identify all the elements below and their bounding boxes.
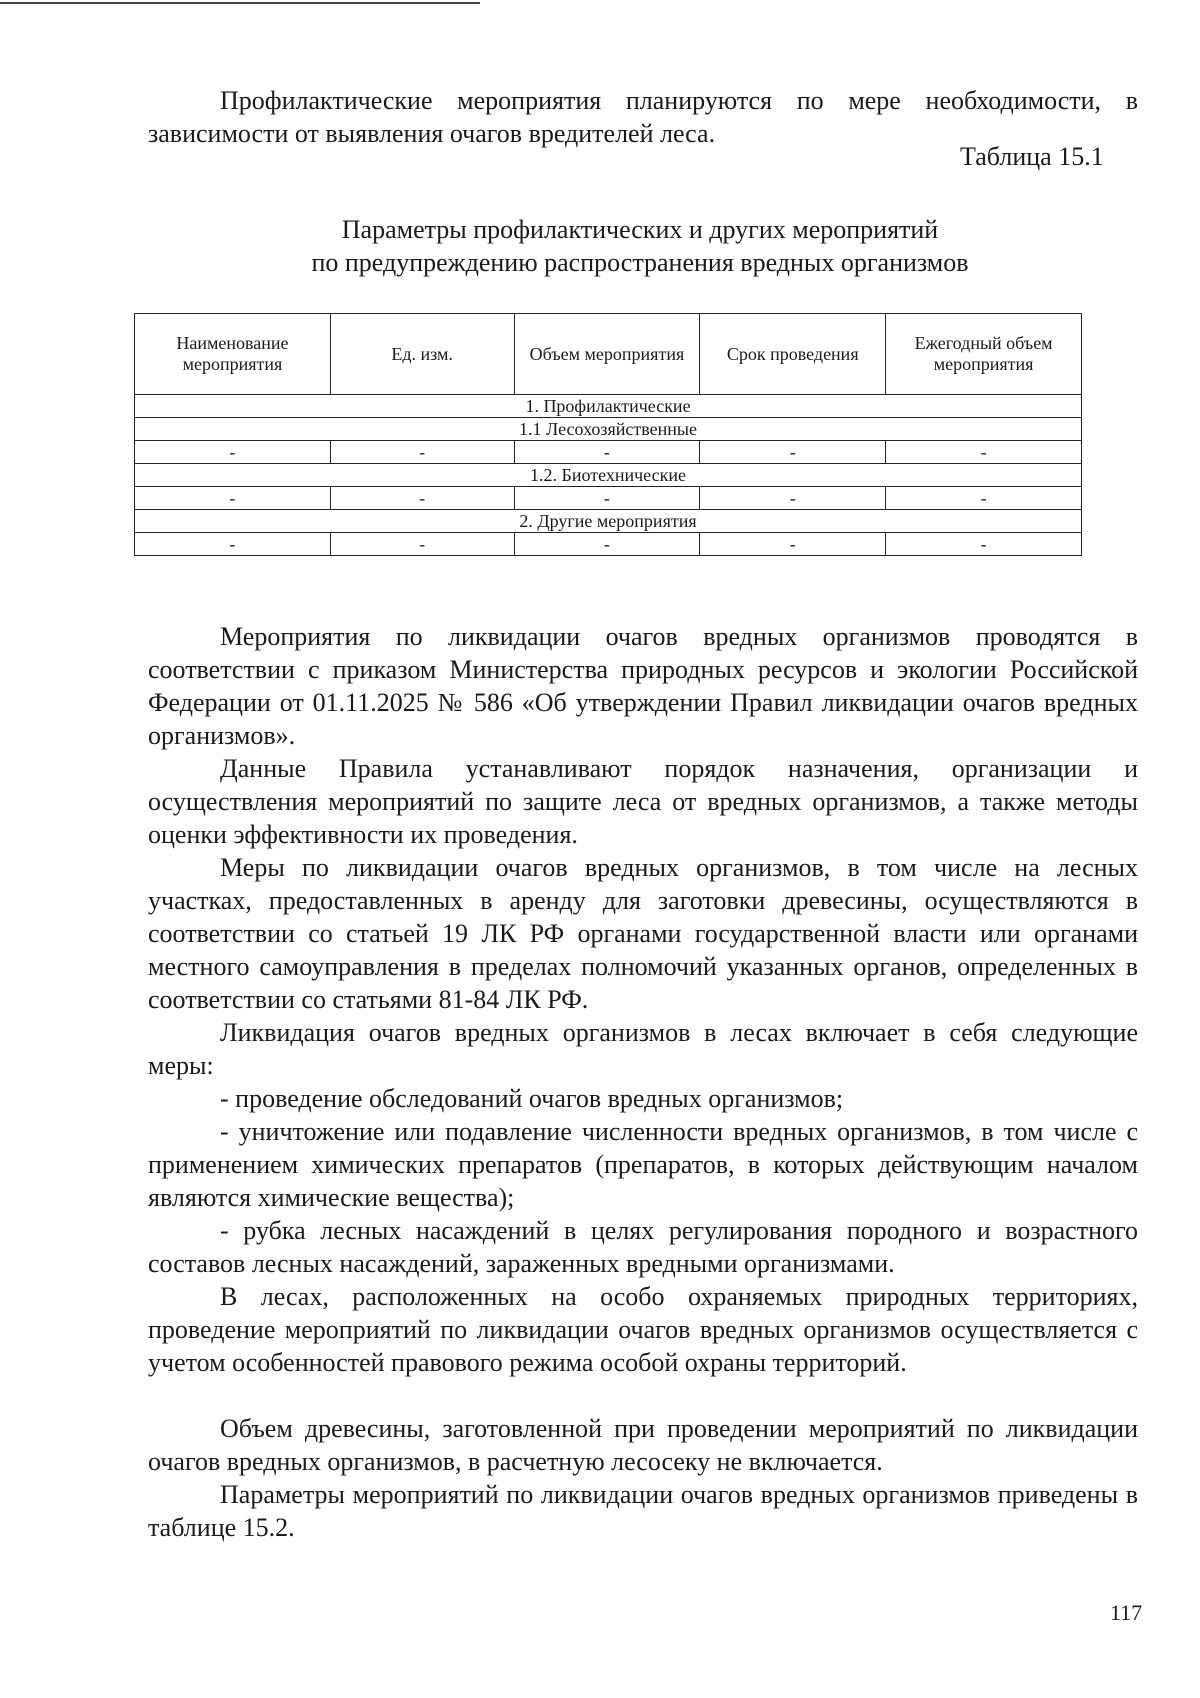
header-cell: Ежегодный объем мероприятия — [886, 314, 1082, 395]
table-cell: - — [514, 441, 700, 464]
header-cell: Ед. изм. — [330, 314, 514, 395]
body-paragraph: Ликвидация очагов вредных организмов в лесах включает в себя следующие меры: — [148, 1018, 1138, 1080]
table-cell: - — [514, 487, 700, 510]
table-cell: - — [135, 441, 331, 464]
body-paragraph: В лесах, расположенных на особо охраняемых природных территориях, проведение мероприятий по ликвидации очагов вредных организмов осуществляется с учетом особенностей правового режима особой охраны территорий. — [148, 1282, 1138, 1377]
table-cell: - — [135, 487, 331, 510]
section-cell: 1.1 Лесохозяйственные — [135, 418, 1082, 441]
list-item: - проведение обследований очагов вредных организмов; — [220, 1084, 844, 1113]
table-title-line2: по предупреждению распространения вредных организмов — [311, 248, 969, 277]
section-cell: 1. Профилактические — [135, 395, 1082, 418]
top-rule — [0, 2, 480, 4]
body-paragraph: Мероприятия по ликвидации очагов вредных организмов проводятся в соответствии с приказом Министерства природных ресурсов и экологии Российской Федерации от 01.11.2025 № 586 «Об утверждении Правил ликвидации очагов вредных организмов». — [148, 622, 1138, 750]
table-title — [200, 213, 1080, 279]
table-cell: - — [886, 533, 1082, 556]
section-row — [135, 418, 1082, 441]
table-caption: Таблица 15.1 — [960, 142, 1104, 171]
section-row — [135, 464, 1082, 487]
section-row — [135, 510, 1082, 533]
body-paragraph: Объем древесины, заготовленной при проведении мероприятий по ликвидации очагов вредных организмов, в расчетную лесосеку не включается. — [148, 1414, 1138, 1476]
page-number: 117 — [1110, 1600, 1143, 1625]
table-row — [135, 533, 1082, 556]
measures-table — [134, 313, 1082, 556]
list-item: - рубка лесных насаждений в целях регулирования породного и возрастного составов лесных насаждений, зараженных вредными организмами. — [148, 1216, 1138, 1278]
table-cell: - — [330, 441, 514, 464]
section-row — [135, 395, 1082, 418]
table-cell: - — [514, 533, 700, 556]
header-cell: Наименование мероприятия — [135, 314, 331, 395]
table-row — [135, 487, 1082, 510]
table-title-line1: Параметры профилактических и других мероприятий — [341, 215, 939, 244]
table-cell: - — [886, 441, 1082, 464]
section-cell: 2. Другие мероприятия — [135, 510, 1082, 533]
header-cell: Срок проведения — [700, 314, 886, 395]
table-cell: - — [886, 487, 1082, 510]
header-cell: Объем мероприятия — [514, 314, 700, 395]
table-cell: - — [700, 487, 886, 510]
body-paragraph: Данные Правила устанавливают порядок назначения, организации и осуществления мероприятий по защите леса от вредных организмов, а также методы оценки эффективности их проведения. — [148, 754, 1138, 849]
table-cell: - — [330, 533, 514, 556]
table-cell: - — [330, 487, 514, 510]
table-cell: - — [700, 441, 886, 464]
body-paragraph: Параметры мероприятий по ликвидации очагов вредных организмов приведены в таблице 15.2. — [148, 1480, 1138, 1542]
body-paragraph: Меры по ликвидации очагов вредных организмов, в том числе на лесных участках, предоставленных в аренду для заготовки древесины, осуществляются в соответствии со статьей 19 ЛК РФ органами государственной власти или органами местного самоуправления в пределах полномочий указанных органов, определенных в соответствии со статьями 81-84 ЛК РФ. — [148, 853, 1138, 1014]
table-cell: - — [700, 533, 886, 556]
section-cell: 1.2. Биотехнические — [135, 464, 1082, 487]
list-item: - уничтожение или подавление численности вредных организмов, в том числе с применением химических препаратов (препаратов, в которых действующим началом являются химические вещества); — [148, 1117, 1138, 1212]
intro-paragraph: Профилактические мероприятия планируются по мере необходимости, в зависимости от выявления очагов вредителей леса. — [148, 86, 1138, 148]
table-cell: - — [135, 533, 331, 556]
table-header-row — [135, 314, 1082, 395]
table-row — [135, 441, 1082, 464]
